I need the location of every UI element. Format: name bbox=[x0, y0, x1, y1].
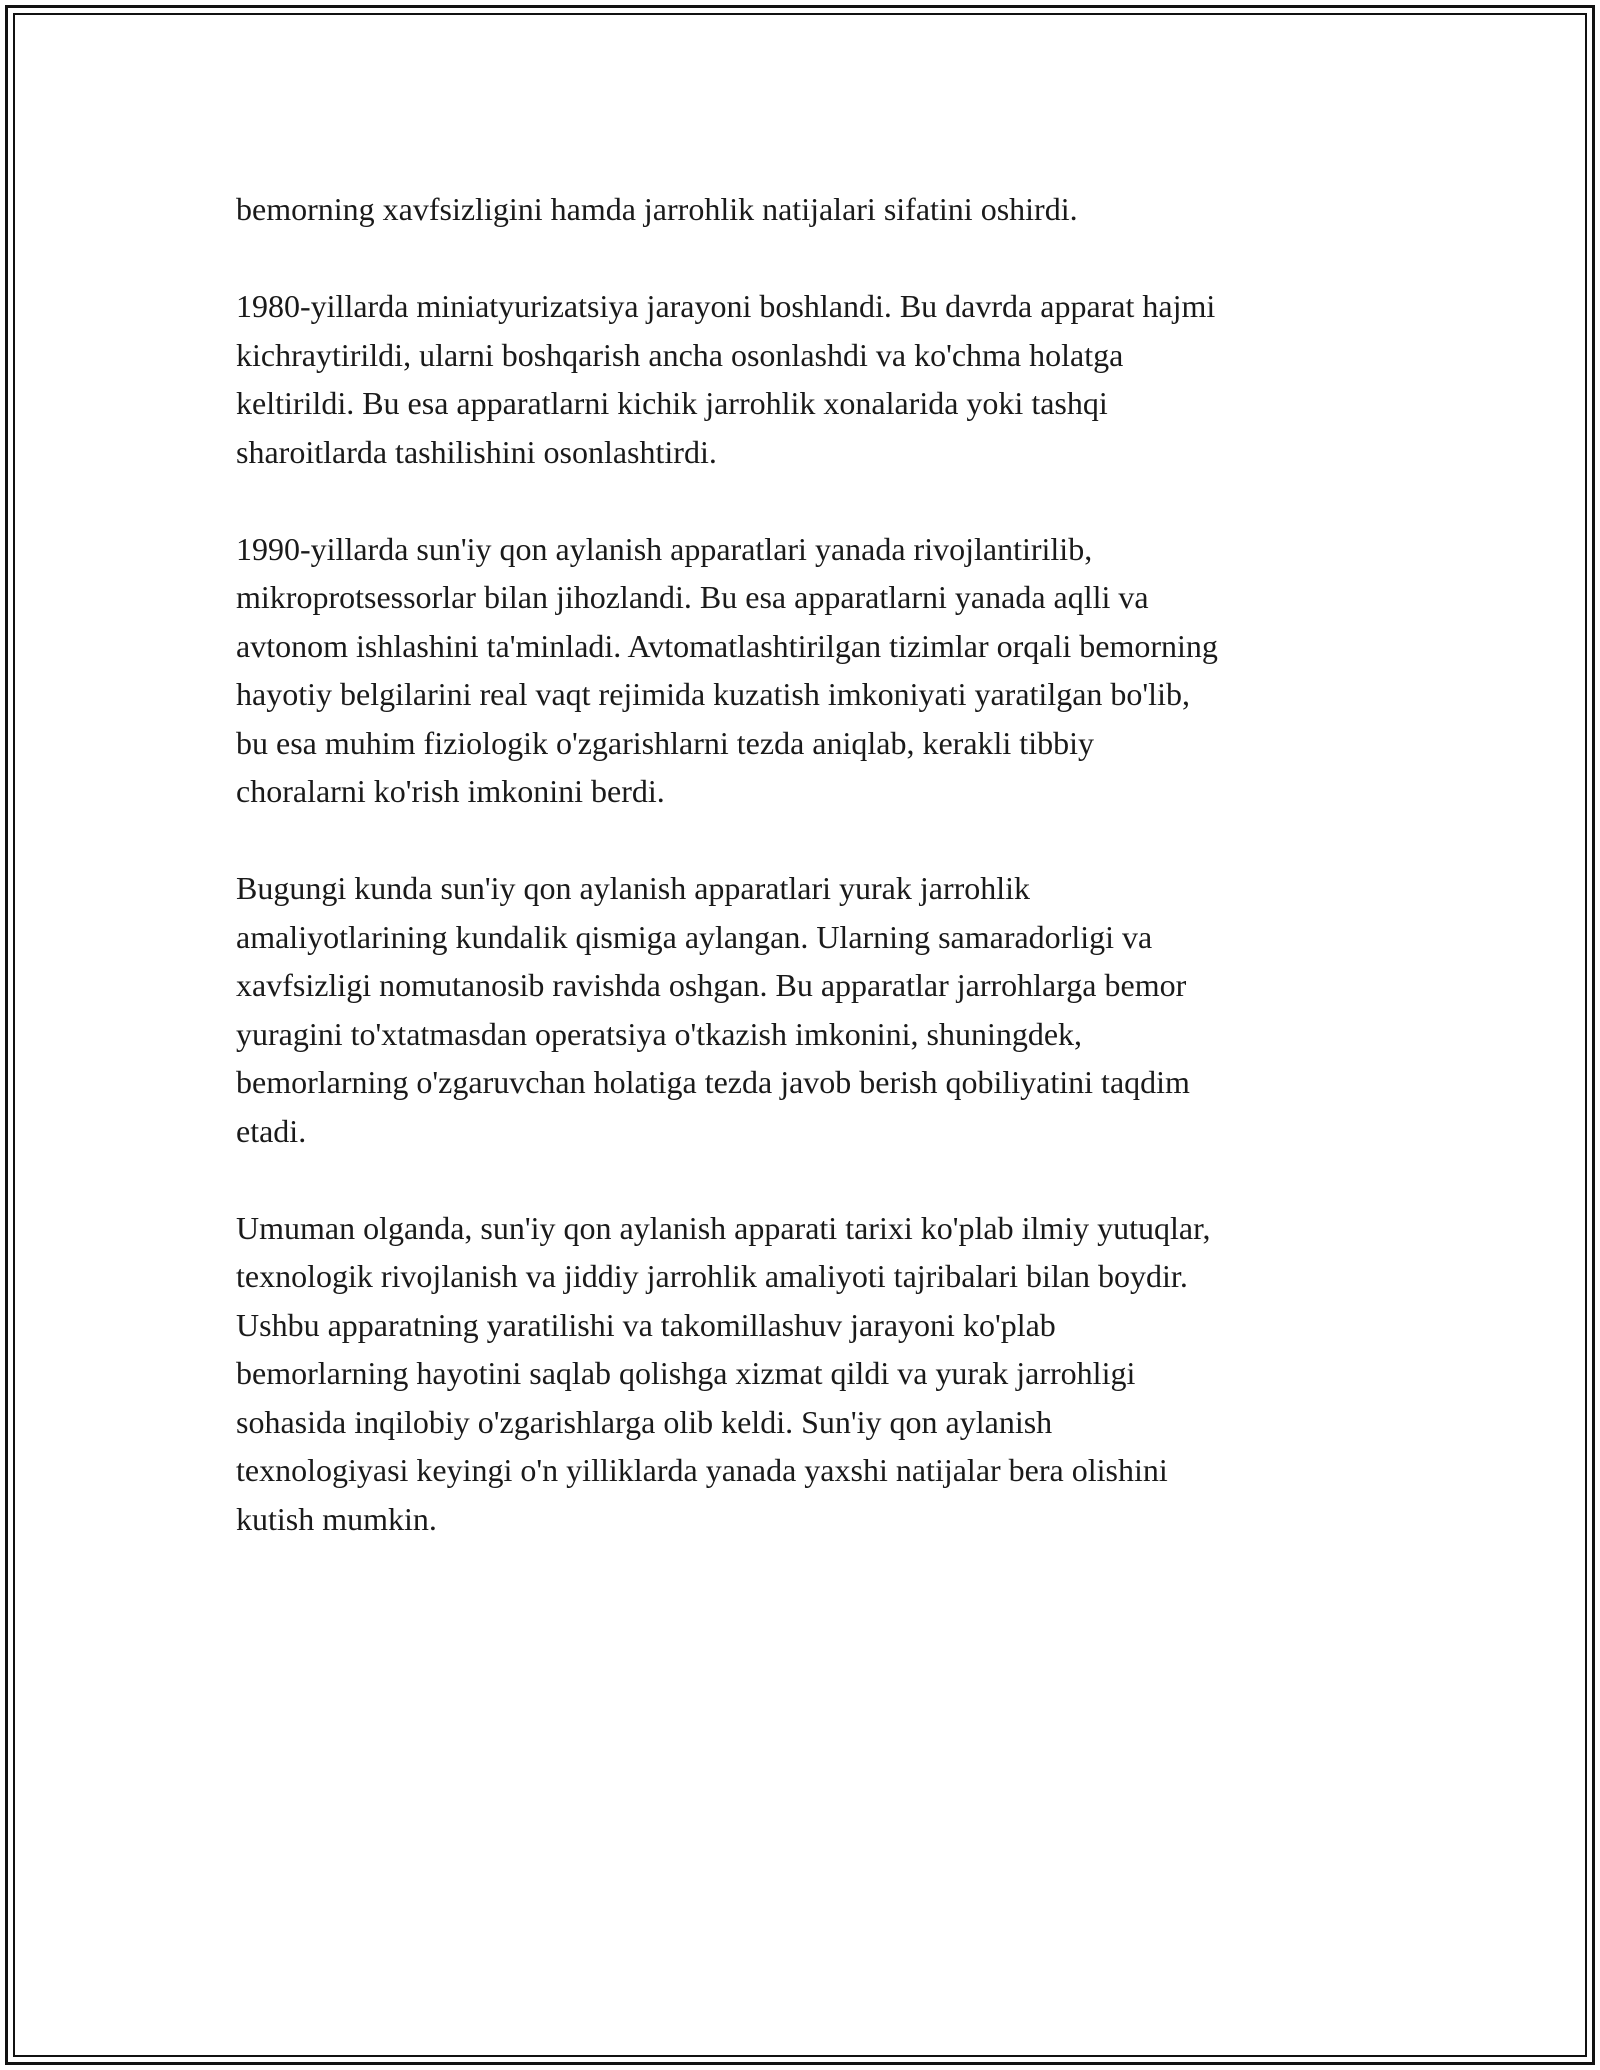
paragraph-3: 1990-yillarda sun'iy qon aylanish apparatlari yanada rivojlantirilib, mikroprotsessorlar bilan jihozlandi. Bu esa apparatlarni yanada aqlli va avtonom ishlashini ta'minladi. Avtomatlashtirilgan tizimlar orqali bemorning hayotiy belgilarini real vaqt rejimida kuzatish imkoniyati yaratilgan bo'lib, bu esa muhim fiziologik o'zgarishlarni tezda aniqlab, kerakli tibbiy choralarni ko'rish imkonini berdi. bbox=[236, 530, 1218, 809]
paragraph-2: 1980-yillarda miniatyurizatsiya jarayoni boshlandi. Bu davrda apparat hajmi kichraytirildi, ularni boshqarish ancha osonlashdi va ko'chma holatga keltirildi. Bu esa apparatlarni kichik jarrohlik xonalarida yoki tashqi sharoitlarda tashilishini osonlashtirdi. bbox=[236, 288, 1216, 470]
paragraph-1: bemorning xavfsizligini hamda jarrohlik natijalari sifatini oshirdi. bbox=[236, 191, 1078, 227]
document-body bbox=[236, 185, 1376, 1543]
paragraph-4: Bugungi kunda sun'iy qon aylanish apparatlari yurak jarrohlik amaliyotlarining kundalik qismiga aylangan. Ularning samaradorligi va xavfsizligi nomutanosib ravishda oshgan. Bu apparatlar jarrohlarga bemor yuragini to'xtatmasdan operatsiya o'tkazish imkonini, shuningdek, bemorlarning o'zgaruvchan holatiga tezda javob berish qobiliyatini taqdim etadi. bbox=[236, 870, 1190, 1149]
paragraph-5: Umuman olganda, sun'iy qon aylanish apparati tarixi ko'plab ilmiy yutuqlar, texnologik rivojlanish va jiddiy jarrohlik amaliyoti tajribalari bilan boydir. Ushbu apparatning yaratilishi va takomillashuv jarayoni ko'plab bemorlarning hayotini saqlab qolishga xizmat qildi va yurak jarrohligi sohasida inqilobiy o'zgarishlarga olib keldi. Sun'iy qon aylanish texnologiyasi keyingi o'n yilliklarda yanada yaxshi natijalar bera olishini kutish mumkin. bbox=[236, 1209, 1211, 1537]
